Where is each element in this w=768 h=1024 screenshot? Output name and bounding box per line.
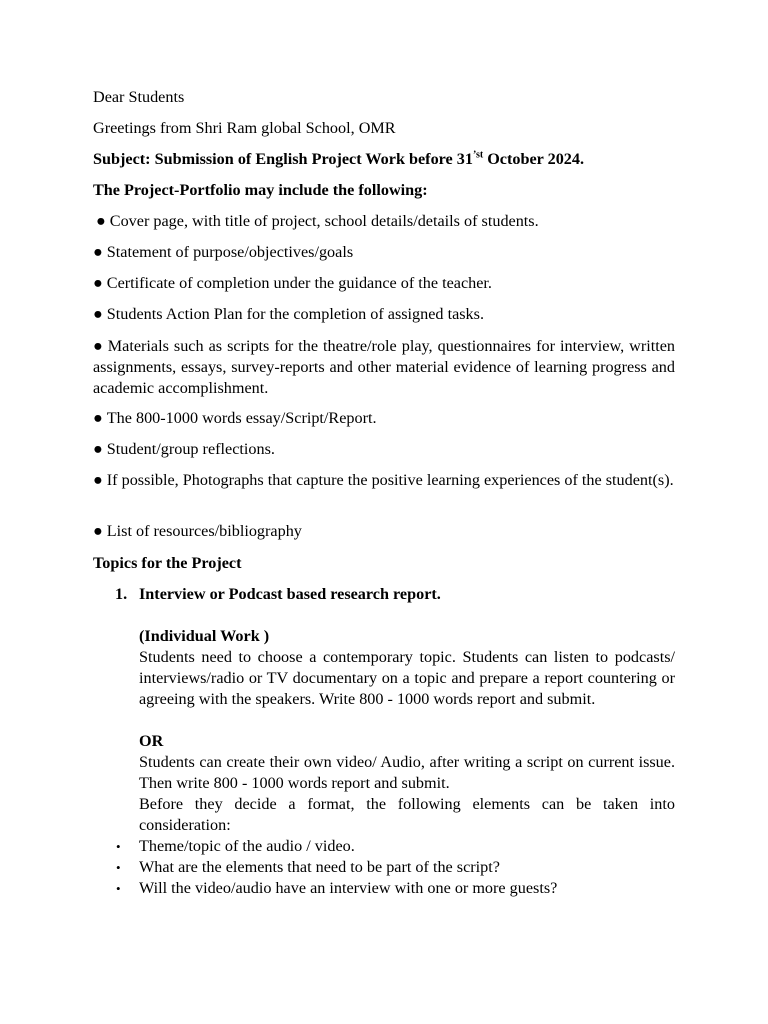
element-item: Will the video/audio have an interview with one or more guests? [139, 879, 558, 897]
bullet-icon: ● [96, 212, 106, 230]
portfolio-item [93, 408, 675, 429]
portfolio-item [93, 242, 675, 263]
bullet-icon: ● [93, 337, 104, 355]
topic-paragraph-video: Students can create their own video/ Audio, after writing a script on current issue. Then write 800 - 1000 words report and submit. [139, 753, 675, 792]
portfolio-item-text: Statement of purpose/objectives/goals [106, 243, 354, 261]
portfolio-item [93, 304, 675, 325]
bullet-icon: ● [93, 409, 103, 427]
element-item: What are the elements that need to be part of the script? [139, 858, 500, 876]
portfolio-item-text: Student/group reflections. [106, 440, 275, 458]
bullet-icon [116, 878, 126, 899]
subject-line [93, 149, 675, 170]
portfolio-item [93, 521, 675, 542]
portfolio-heading: The Project-Portfolio may include the following: [93, 181, 428, 199]
subject-ordinal-suffix: ’st [472, 149, 484, 161]
portfolio-item [93, 470, 675, 491]
portfolio-item-text: If possible, Photographs that capture the positive learning experiences of the student(s). [106, 471, 674, 489]
or-label: OR [139, 732, 164, 750]
portfolio-item [93, 439, 675, 460]
subject-date-text: October 2024. [483, 150, 585, 168]
element-item: Theme/topic of the audio / video. [139, 837, 355, 855]
bullet-icon: ● [93, 440, 103, 458]
bullet-icon: ● [93, 471, 103, 489]
portfolio-item [93, 273, 675, 294]
bullet-icon: ● [93, 522, 103, 540]
bullet-icon: ● [93, 243, 103, 261]
portfolio-item-text: Materials such as scripts for the theatre/role play, questionnaires for interview, written assignments, essays, survey-reports and other material evidence of learning progress and academic accomplishment. [93, 337, 675, 397]
portfolio-item-text: Students Action Plan for the completion of assigned tasks. [106, 305, 484, 323]
greeting-line: Greetings from Shri Ram global School, OMR [93, 119, 396, 137]
portfolio-item [96, 211, 678, 232]
bullet-icon [116, 857, 126, 878]
portfolio-item-text: Certificate of completion under the guidance of the teacher. [106, 274, 492, 292]
topic-number: 1. [115, 585, 128, 603]
topic-title: Interview or Podcast based research report. [139, 585, 441, 603]
topic-paragraph-format: Before they decide a format, the following elements can be taken into consideration: [139, 795, 675, 834]
bullet-icon: ● [93, 305, 103, 323]
subject-text: Subject: Submission of English Project Work before 31 [93, 150, 473, 168]
work-type-label: (Individual Work ) [139, 627, 270, 645]
topics-heading: Topics for the Project [93, 554, 242, 572]
portfolio-item [93, 336, 675, 399]
portfolio-item-text: List of resources/bibliography [106, 522, 302, 540]
portfolio-item-text: The 800-1000 words essay/Script/Report. [106, 409, 377, 427]
portfolio-item-text: Cover page, with title of project, school details/details of students. [109, 212, 539, 230]
salutation: Dear Students [93, 88, 185, 106]
bullet-icon [116, 836, 126, 857]
topic-paragraph-podcast: Students need to choose a contemporary topic. Students can listen to podcasts/ interviews/radio or TV documentary on a topic and prepare a report countering or agreeing with the speakers. Write 800 - 1000 words report and submit. [139, 648, 675, 708]
bullet-icon: ● [93, 274, 103, 292]
